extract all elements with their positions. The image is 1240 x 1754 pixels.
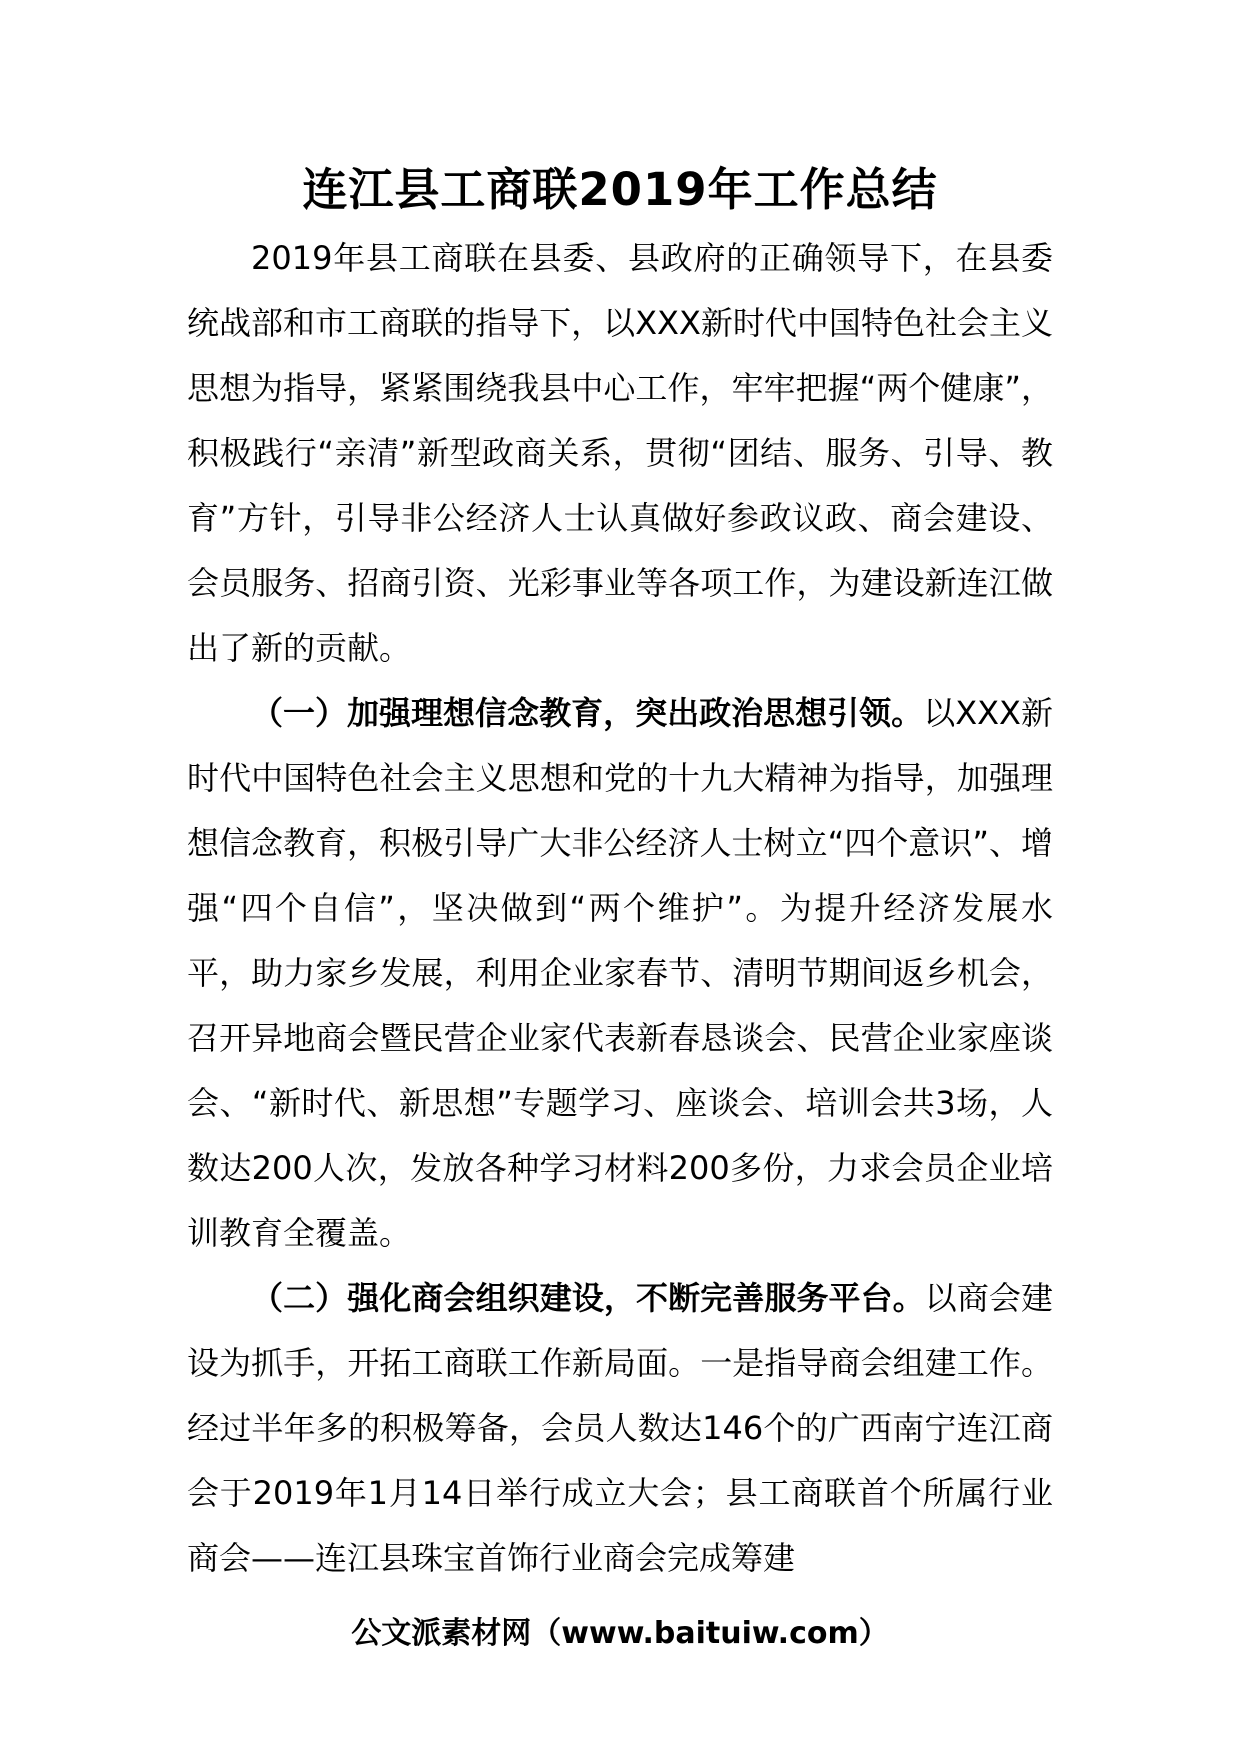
paragraph-text: 以XXX新时代中国特色社会主义思想和党的十九大精神为指导，加强理想信念教育，积极引导广大非公经济人士树立“四个意识”、增强“四个自信”，坚决做到“两个维护”。为提升经济发展水平，助力家乡发展，利用企业家春节、清明节期间返乡机会，召开异地商会暨民营企业家代表新春恳谈会、民营企业家座谈会、“新时代、新思想”专题学习、座谈会、培训会共3场，人数达200人次，发放各种学习材料200多份，力求会员企业培训教育全覆盖。	[187, 694, 1053, 1252]
section-heading: （二）强化商会组织建设，不断完善服务平台。	[251, 1279, 925, 1317]
paragraph-text: 2019年县工商联在县委、县政府的正确领导下，在县委统战部和市工商联的指导下，以XXX新时代中国特色社会主义思想为指导，紧紧围绕我县中心工作，牢牢把握“两个健康”，积极践行“亲清”新型政商关系，贯彻“团结、服务、引导、教育”方针，引导非公经济人士认真做好参政议政、商会建设、会员服务、招商引资、光彩事业等各项工作，为建设新连江做出了新的贡献。	[187, 239, 1053, 667]
section-one-paragraph	[187, 681, 1053, 1266]
intro-paragraph	[187, 226, 1053, 681]
document-body	[187, 226, 1053, 1591]
section-heading: （一）加强理想信念教育，突出政治思想引领。	[251, 694, 924, 732]
paragraph-text: 以商会建设为抓手，开拓工商联工作新局面。一是指导商会组建工作。经过半年多的积极筹备，会员人数达146个的广西南宁连江商会于2019年1月14日举行成立大会；县工商联首个所属行业商会——连江县珠宝首饰行业商会完成筹建	[187, 1279, 1053, 1577]
footer-watermark: 公文派素材网（www.baituiw.com）	[351, 1616, 889, 1651]
section-two-paragraph	[187, 1266, 1053, 1591]
document-title: 连江县工商联2019年工作总结	[302, 163, 938, 216]
